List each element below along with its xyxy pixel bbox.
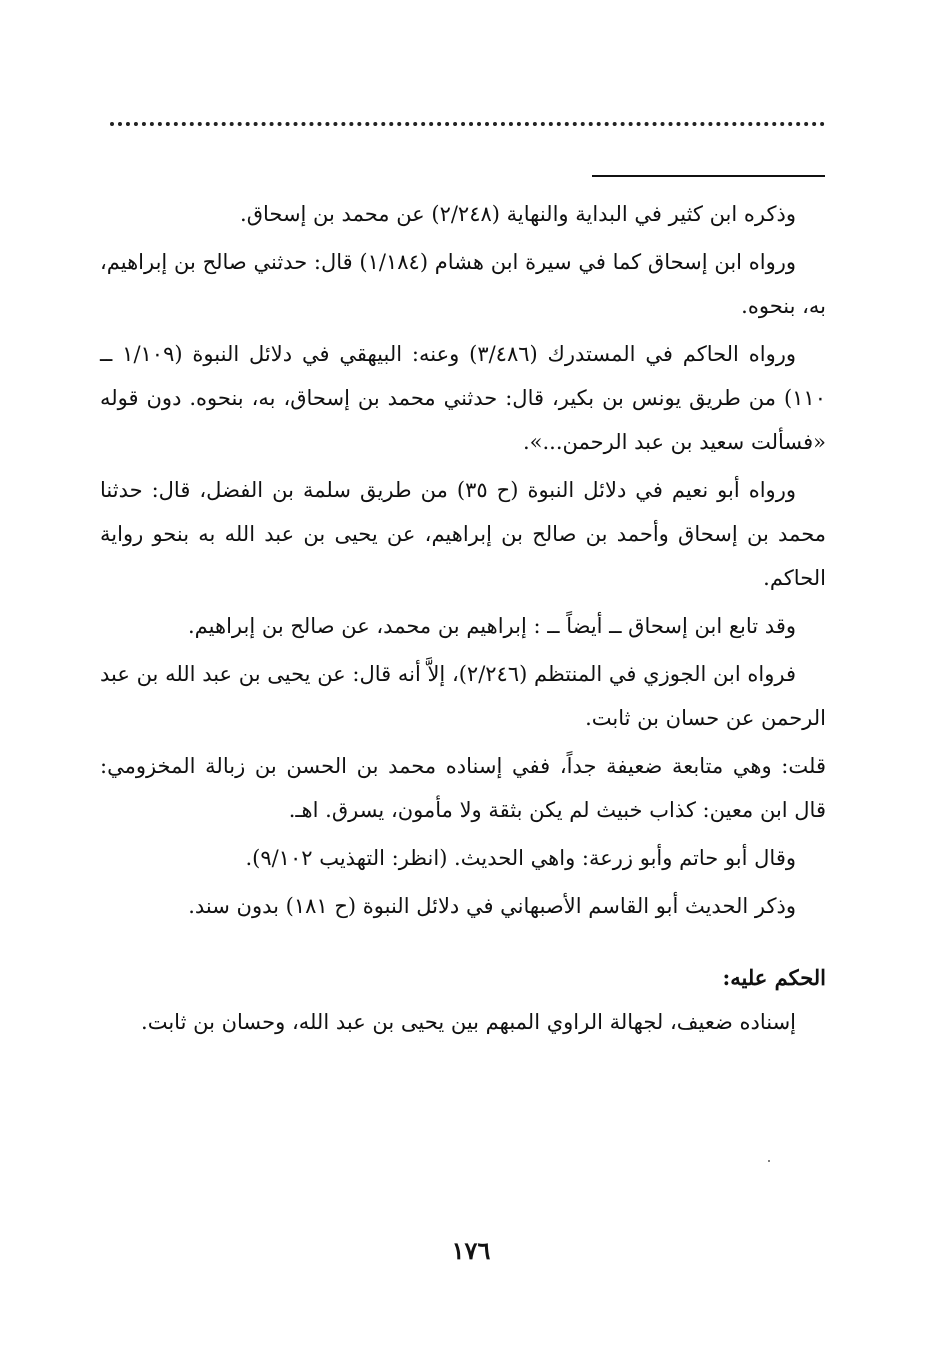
- footnote-body: [100, 192, 826, 1048]
- scan-speck: [768, 1160, 770, 1162]
- footnote-paragraph-9: وذكر الحديث أبو القاسم الأصبهاني في دلائل النبوة (ح ١٨١) بدون سند.: [188, 894, 796, 918]
- footnote-separator-line: [592, 175, 825, 177]
- footnote-paragraph-5: وقد تابع ابن إسحاق ــ أيضاً ــ : إبراهيم بن محمد، عن صالح بن إبراهيم.: [188, 614, 796, 638]
- footnote-paragraph-2: ورواه ابن إسحاق كما في سيرة ابن هشام (١/١٨٤) قال: حدثني صالح بن إبراهيم، به، بنحوه.: [100, 250, 826, 318]
- ruling-heading: الحكم عليه:: [722, 965, 826, 990]
- dotted-separator: [110, 122, 825, 126]
- footnote-paragraph-7: قلت: وهي متابعة ضعيفة جداً، ففي إسناده محمد بن الحسن بن زبالة المخزومي: قال ابن معين: كذاب خبيث لم يكن بثقة ولا مأمون، يسرق. اهـ.: [100, 754, 826, 822]
- ruling-text: إسناده ضعيف، لجهالة الراوي المبهم بين يحيى بن عبد الله، وحسان بن ثابت.: [141, 1010, 796, 1034]
- footnote-paragraph-8: وقال أبو حاتم وأبو زرعة: واهي الحديث. (انظر: التهذيب ٩/١٠٢).: [245, 846, 796, 870]
- footnote-paragraph-3: ورواه الحاكم في المستدرك (٣/٤٨٦) وعنه: البيهقي في دلائل النبوة (١/١٠٩ ــ ١١٠) من طريق يونس بن بكير، قال: حدثني محمد بن إسحاق، به، بنحوه. دون قوله «فسألت سعيد بن عبد الرحمن...».: [100, 342, 826, 454]
- footnote-paragraph-4: ورواه أبو نعيم في دلائل النبوة (ح ٣٥) من طريق سلمة بن الفضل، قال: حدثنا محمد بن إسحاق وأحمد بن صالح بن إبراهيم، عن يحيى بن عبد الله به بنحو رواية الحاكم.: [100, 478, 826, 590]
- footnote-paragraph-1: وذكره ابن كثير في البداية والنهاية (٢/٢٤٨) عن محمد بن إسحاق.: [240, 202, 796, 226]
- footnote-paragraph-6: فرواه ابن الجوزي في المنتظم (٢/٢٤٦)، إلاَّ أنه قال: عن يحيى بن عبد الله بن عبد الرحمن عن حسان بن ثابت.: [100, 662, 826, 730]
- page-number: ١٧٦: [451, 1236, 491, 1265]
